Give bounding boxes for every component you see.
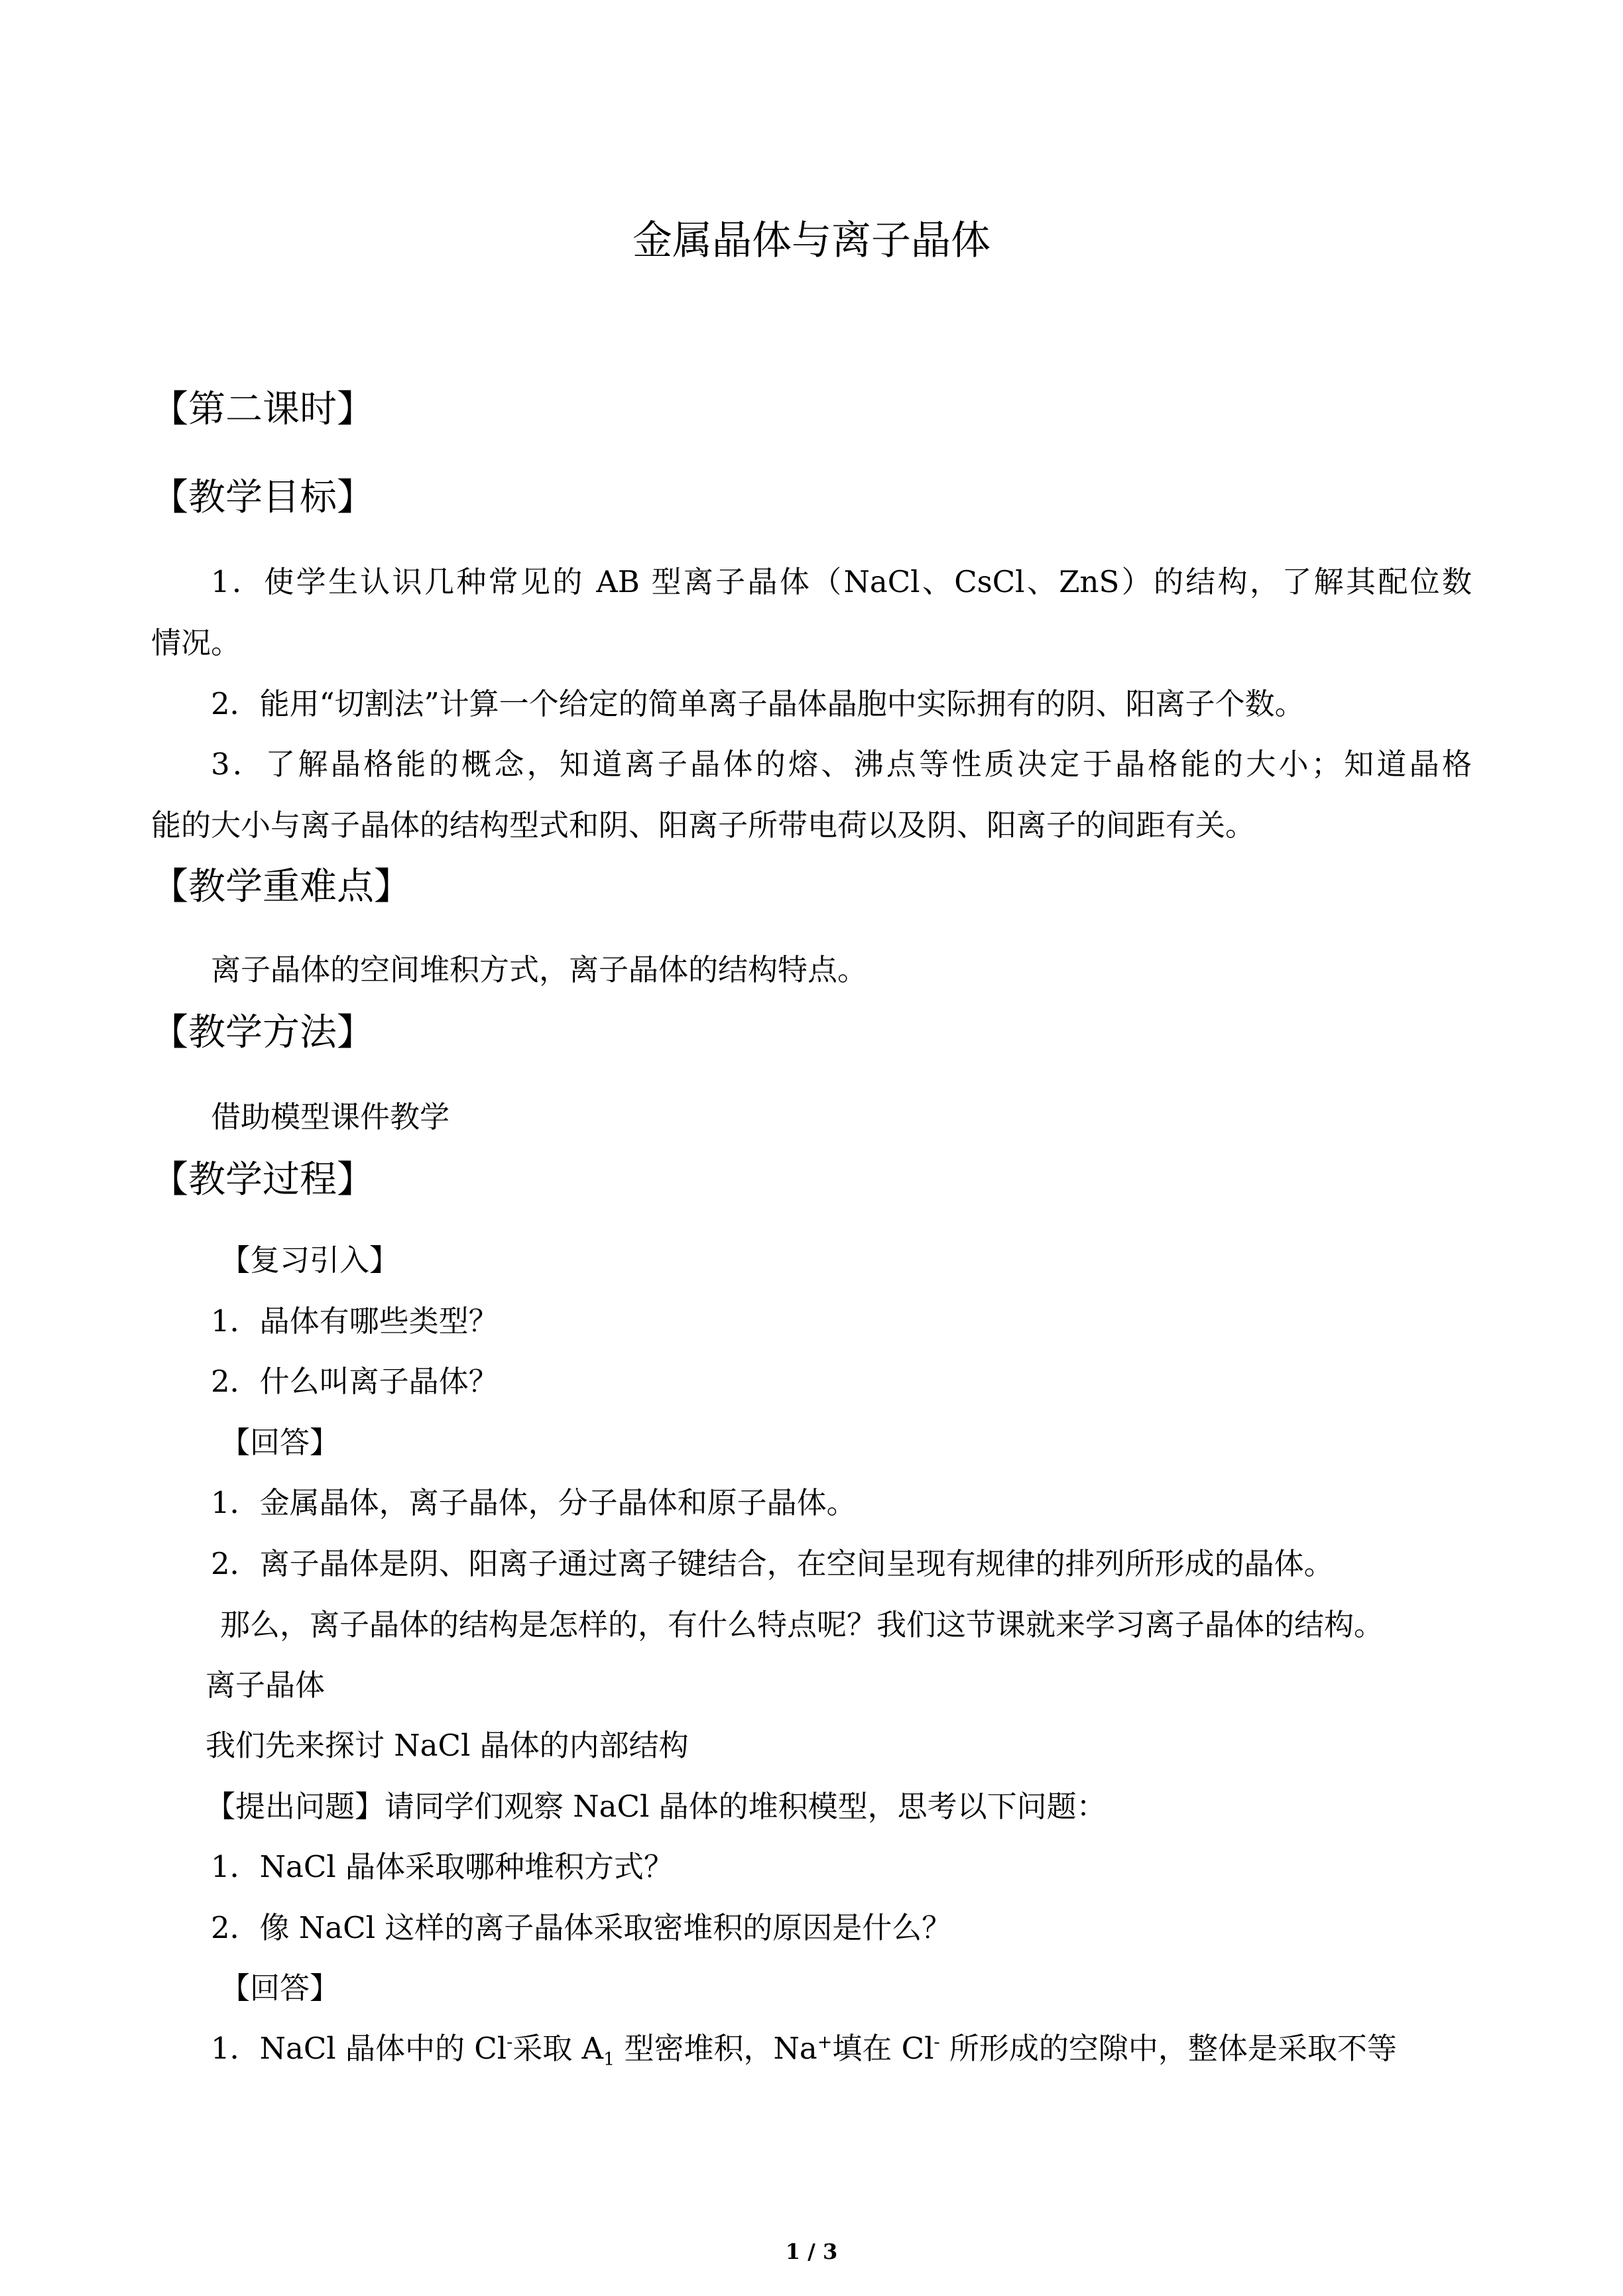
page-title: 金属晶体与离子晶体 <box>632 217 991 264</box>
keypoints-heading: 【教学重难点】 <box>151 865 411 908</box>
answer-1: 1．金属晶体，离子晶体，分子晶体和原子晶体。 <box>211 1485 857 1520</box>
prompt-question-1: 1．NaCl 晶体采取哪种堆积方式？ <box>211 1849 674 1884</box>
lesson-heading: 【第二课时】 <box>151 388 374 431</box>
page-number: 1 / 3 <box>785 2239 838 2264</box>
chloride-charge-2: - <box>933 2032 940 2053</box>
review-question-1: 1．晶体有哪些类型？ <box>211 1303 499 1339</box>
objective-1-line-1: 1．使学生认识几种常见的 AB 型离子晶体（NaCl、CsCl、ZnS）的结构，了解其配位数 <box>211 564 1472 599</box>
answer2-heading: 【回答】 <box>220 1970 340 2006</box>
explore-text: 我们先来探讨 NaCl 晶体的内部结构 <box>206 1728 689 1763</box>
objectives-heading: 【教学目标】 <box>151 476 374 519</box>
methods-heading: 【教学方法】 <box>151 1011 374 1054</box>
review-heading: 【复习引入】 <box>220 1242 400 1278</box>
objective-1-line-2: 情况。 <box>151 625 241 660</box>
final-text-1: 1．NaCl 晶体中的 Cl <box>211 2031 507 2066</box>
chloride-charge-1: - <box>507 2032 513 2053</box>
question-prompt: 【提出问题】请同学们观察 NaCl 晶体的堆积模型，思考以下问题： <box>206 1789 1107 1824</box>
process-heading: 【教学过程】 <box>151 1158 374 1201</box>
sodium-charge: + <box>817 2032 833 2053</box>
objective-2: 2．能用“切割法”计算一个给定的简单离子晶体晶胞中实际拥有的阴、阳离子个数。 <box>211 686 1305 721</box>
objective-3-line-1: 3．了解晶格能的概念，知道离子晶体的熔、沸点等性质决定于晶格能的大小；知道晶格 <box>211 747 1472 782</box>
subtopic-title: 离子晶体 <box>206 1667 326 1703</box>
final-answer-line <box>211 2031 1397 2070</box>
a1-subscript: 1 <box>603 2049 615 2070</box>
methods-text: 借助模型课件教学 <box>211 1099 450 1134</box>
final-text-4: 填在 Cl <box>832 2031 934 2066</box>
final-text-5: 所形成的空隙中，整体是采取不等 <box>939 2031 1397 2066</box>
keypoints-text: 离子晶体的空间堆积方式，离子晶体的结构特点。 <box>211 952 868 987</box>
objective-3-line-2: 能的大小与离子晶体的结构型式和阴、阳离子所带电荷以及阴、阳离子的间距有关。 <box>151 808 1256 843</box>
final-text-2: 采取 A <box>512 2031 604 2066</box>
transition-text: 那么，离子晶体的结构是怎样的，有什么特点呢？我们这节课就来学习离子晶体的结构。 <box>220 1607 1384 1642</box>
final-text-3: 型密堆积，Na <box>615 2031 817 2066</box>
review-question-2: 2．什么叫离子晶体？ <box>211 1364 499 1399</box>
prompt-question-2: 2．像 NaCl 这样的离子晶体采取密堆积的原因是什么？ <box>211 1910 952 1945</box>
answer-2: 2．离子晶体是阴、阳离子通过离子键结合，在空间呈现有规律的排列所形成的晶体。 <box>211 1546 1334 1581</box>
answer-heading: 【回答】 <box>220 1425 340 1460</box>
